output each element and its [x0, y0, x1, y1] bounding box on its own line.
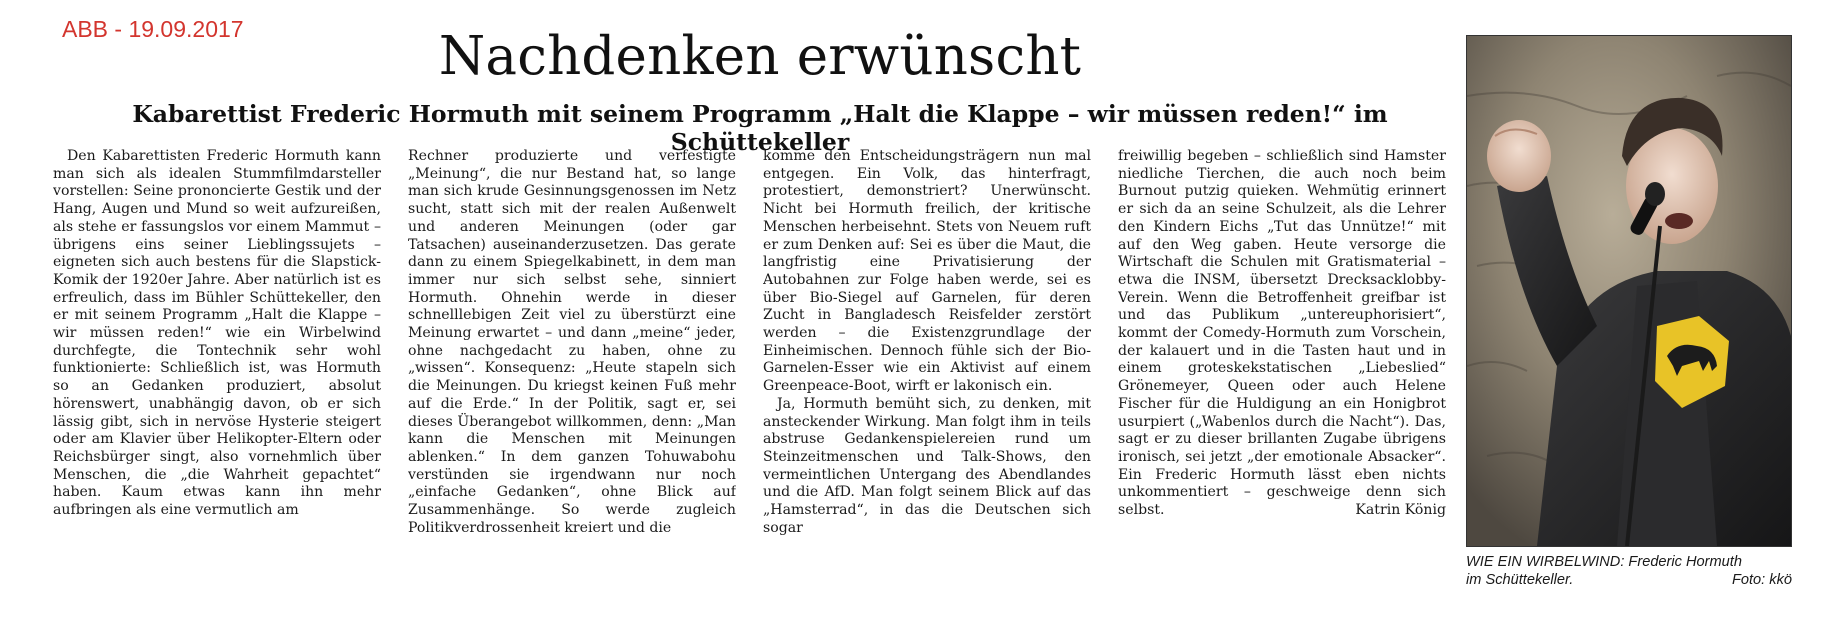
caption-line-2-row — [1466, 571, 1792, 589]
article-body — [53, 148, 1446, 598]
article-column-1 — [53, 148, 381, 598]
performer-photo-illustration — [1467, 36, 1791, 546]
article-column-2 — [408, 148, 736, 598]
subheadline: Kabarettist Frederic Hormuth mit seinem Programm „Halt die Klappe – wir müssen reden!“ im Schüttekeller — [132, 100, 1388, 156]
article-column-3 — [763, 148, 1091, 598]
author-byline: Katrin König — [1355, 502, 1446, 519]
photo-credit: Foto: kkö — [1731, 572, 1792, 588]
article-photo — [1466, 35, 1792, 547]
photo-caption — [1466, 553, 1792, 589]
article-column-4 — [1118, 148, 1446, 598]
paragraph: komme den Entscheidungsträgern nun mal entgegen. Ein Volk, das hinterfragt, protestiert, demonstriert? Unerwünscht. Nicht bei Hormuth freilich, der kritische Menschen herbeisehnt. Stets von Neuem ruft er zum Denken auf: Sei es über die Maut, die langfristig eine Privatisierung der Autobahnen zur Folge haben werde, sei es über Bio-Siegel auf Garnelen, für deren Zucht in Bangladesch Reisfelder zerstört werden – die Existenzgrundlage der Einheimischen. Dennoch fühle sich der Bio-Garnelen-Esser wie ein Aktivist auf einem Greenpeace-Boot, wirft er lakonisch ein. — [763, 148, 1091, 395]
paragraph — [1118, 148, 1446, 520]
caption-line-2: im Schüttekeller. — [1466, 572, 1574, 588]
source-line: ABB - 19.09.2017 — [62, 16, 244, 42]
headline: Nachdenken erwünscht — [438, 26, 1082, 87]
paragraph: Rechner produzierte und verfestigte „Meinung“, die nur Bestand hat, so lange man sich krude Gesinnungsgenossen im Netz sucht, statt sich mit der realen Außenwelt und anderen Meinungen (oder gar Tatsachen) auseinanderzusetzen. Das gerate dann zu einem Spiegelkabinett, in dem man immer nur sich selbst sehe, sinniert Hormuth. Ohnehin werde in dieser schnelllebigen Zeit viel zu überstürzt eine Meinung erwartet – und dann „meine“ jeder, ohne nachgedacht zu haben, ohne zu „wissen“. Konsequenz: „Heute stapeln sich die Meinungen. Du kriegst keinen Fuß mehr auf die Erde.“ In der Politik, sagt er, sei dieses Überangebot willkommen, denn: „Man kann die Menschen mit Meinungen ablenken.“ In dem ganzen Tohuwabohu verstünden sie irgendwann nur noch „einfache Gedanken“, ohne Blick auf Zusammenhänge. So werde zugleich Politikverdrossenheit kreiert und die — [408, 148, 736, 536]
paragraph-text: freiwillig begeben – schließlich sind Hamster niedliche Tierchen, die auch noch beim Burnout putzig quieken. Wehmütig erinnert er sich da an seine Schulzeit, als die Lehrer den Kindern Eichs „Tut das Unnütze!“ mit auf den Weg gaben. Heute versorge die Wirtschaft die Schulen mit Gratismaterial – etwa die INSM, übersetzt Drecksacklobby-Verein. Wenn die Betroffenheit greifbar ist und das Publikum „untereuphorisiert“, kommt der Comedy-Hormuth zum Vorschein, der kalauert und in die Tasten haut und in einem groteskekstatischen „Liebeslied“ Grönemeyer, Queen oder auch Helene Fischer für die Huldigung an ein Honigbrot usurpiert („Wabenlos durch die Nacht“). Das, sagt er zu dieser brillanten Zugabe übrigens ironisch, sei jetzt „der emotionale Absacker“. Ein Frederic Hormuth lässt eben nichts unkommentiert – geschweige denn sich selbst. — [1118, 148, 1446, 519]
paragraph: Den Kabarettisten Frederic Hormuth kann man sich als idealen Stummfilmdarsteller vorstellen: Seine prononcierte Gestik und der Hang, Augen und Mund so weit aufzureißen, als stehe er fassungslos vor einem Mammut – übrigens eins seiner Lieblingssujets – eigneten sich auch bestens für die Slapstick-Komik der 1920er Jahre. Aber natürlich ist es erfreulich, dass im Bühler Schüttekeller, den er mit seinem Programm „Halt die Klappe – wir müssen reden!“ wie ein Wirbelwind durchfegte, die Tontechnik sehr wohl funktionierte: Schließlich ist, was Hormuth so an Gedanken produziert, absolut hörenswert, unabhängig davon, ob er sich lässig gibt, sich in nervöse Hysterie steigert oder am Klavier über Helikopter-Eltern oder Reichsbürger singt, also vornehmlich über Menschen, die „die Wahrheit gepachtet“ haben. Kaum etwas kann ihn mehr aufbringen als eine vermutlich am — [53, 148, 381, 519]
caption-line-1: WIE EIN WIRBELWIND: Frederic Hormuth — [1466, 554, 1742, 570]
paragraph: Ja, Hormuth bemüht sich, zu denken, mit ansteckender Wirkung. Man folgt ihm in teils abstruse Gedankenspielereien rund um Steinzeitmenschen und Talk-Shows, den vermeintlichen Untergang des Abendlandes und die AfD. Man folgt seinem Blick auf das „Hamsterrad“, in das die Deutschen sich sogar — [763, 395, 1091, 536]
